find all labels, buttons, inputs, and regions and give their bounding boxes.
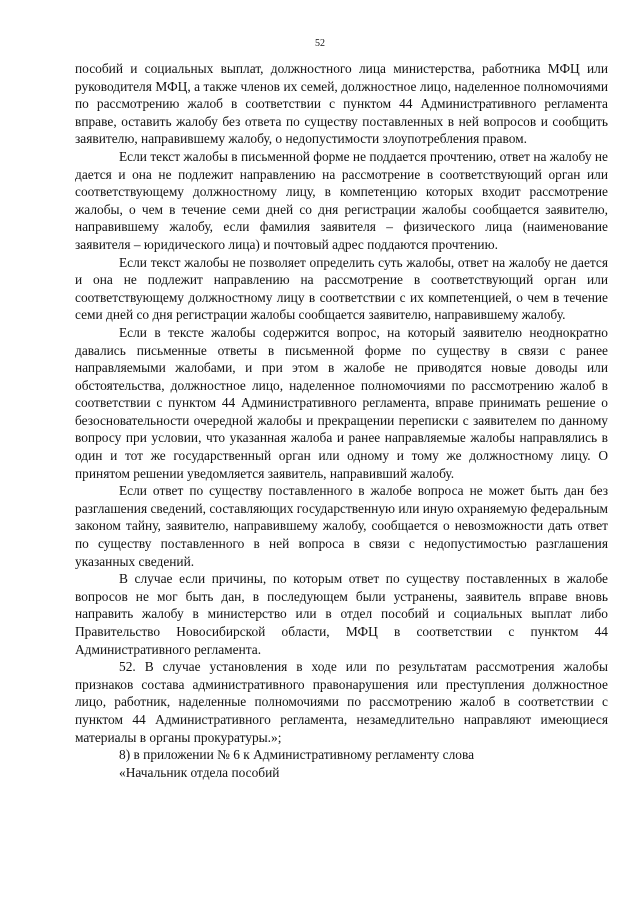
paragraph-repeated-question: Если в тексте жалобы содержится вопрос, на который заявителю неоднократно давались письменные ответы в письменной форме по существу в связи с ранее направляемыми жалобами, и при этом в жалобе не приводятся новые доводы или обстоятельства, должностное лицо, наделенное полномочиями по рассмотрению жалоб в соответствии с пунктом 44 Административного регламента, вправе принимать решение о безосновательности очередной жалобы и прекращении переписки с заявителем по данному вопросу при условии, что указанная жалоба и ранее направляемые жалобы направлялись в один и тот же государственный орган или одному и тому же должностному лицу. О принятом решении уведомляется заявитель, направивший жалобу. [75, 324, 608, 481]
paragraph-item-52: 52. В случае установления в ходе или по результатам рассмотрения жалобы признаков состава административного правонарушения или преступления должностное лицо, работник, наделенные полномочиями по рассмотрению жалоб в соответствии с пунктом 44 Административного регламента, незамедлительно направляют имеющиеся материалы в органы прокуратуры.»; [75, 659, 608, 745]
paragraph-appendix-6: 8) в приложении № 6 к Административному регламенту слова [119, 747, 475, 763]
paragraph-reasons-eliminated: В случае если причины, по которым ответ по существу поставленных в жалобе вопросов не мог быть дан, в последующем были устранены, заявитель вправе вновь направить жалобу в министерство или в отдел пособий и социальных выплат либо Правительство Новосибирской области, МФЦ в соответствии с пунктом 44 Административного регламента. [75, 571, 608, 657]
paragraph-undeterminable-essence: Если текст жалобы не позволяет определить суть жалобы, ответ на жалобу не дается и она не подлежит направлению на рассмотрение в соответствующий орган или соответствующему должностному лицу в соответствии с их компетенцией, о чем в течение семи дней со дня регистрации жалобы сообщается заявителю, направившему жалобу. [75, 254, 608, 323]
page-number: 52 [315, 38, 325, 49]
paragraph-quote-start: «Начальник отдела пособий [119, 764, 280, 780]
paragraph-continuation: пособий и социальных выплат, должностного лица министерства, работника МФЦ или руководителя МФЦ, а также членов их семей, должностное лицо, наделенное полномочиями по рассмотрению жалоб в соответствии с пунктом 44 Административного регламента вправе, оставить жалобу без ответа по существу поставленных в ней вопросов и сообщить заявителю, направившему жалобу, о недопустимости злоупотребления правом. [75, 61, 608, 147]
paragraph-unreadable-text: Если текст жалобы в письменной форме не поддается прочтению, ответ на жалобу не дается и она не подлежит направлению на рассмотрение в соответствующий орган или соответствующему должностному лицу, в компетенцию которых входит рассмотрение жалобы, о чем в течение семи дней со дня регистрации жалобы сообщается заявителю, направившему жалобу, если фамилия заявителя – физического лица (наименование заявителя – юридического лица) и почтовый адрес поддаются прочтению. [75, 148, 608, 252]
document-body [75, 60, 608, 781]
paragraph-secret-information: Если ответ по существу поставленного в жалобе вопроса не может быть дан без разглашения сведений, составляющих государственную или иную охраняемую федеральным законом тайну, заявителю, направившему жалобу, сообщается о невозможности дать ответ по существу поставленного в ней вопроса в связи с недопустимостью разглашения указанных сведений. [75, 483, 608, 569]
